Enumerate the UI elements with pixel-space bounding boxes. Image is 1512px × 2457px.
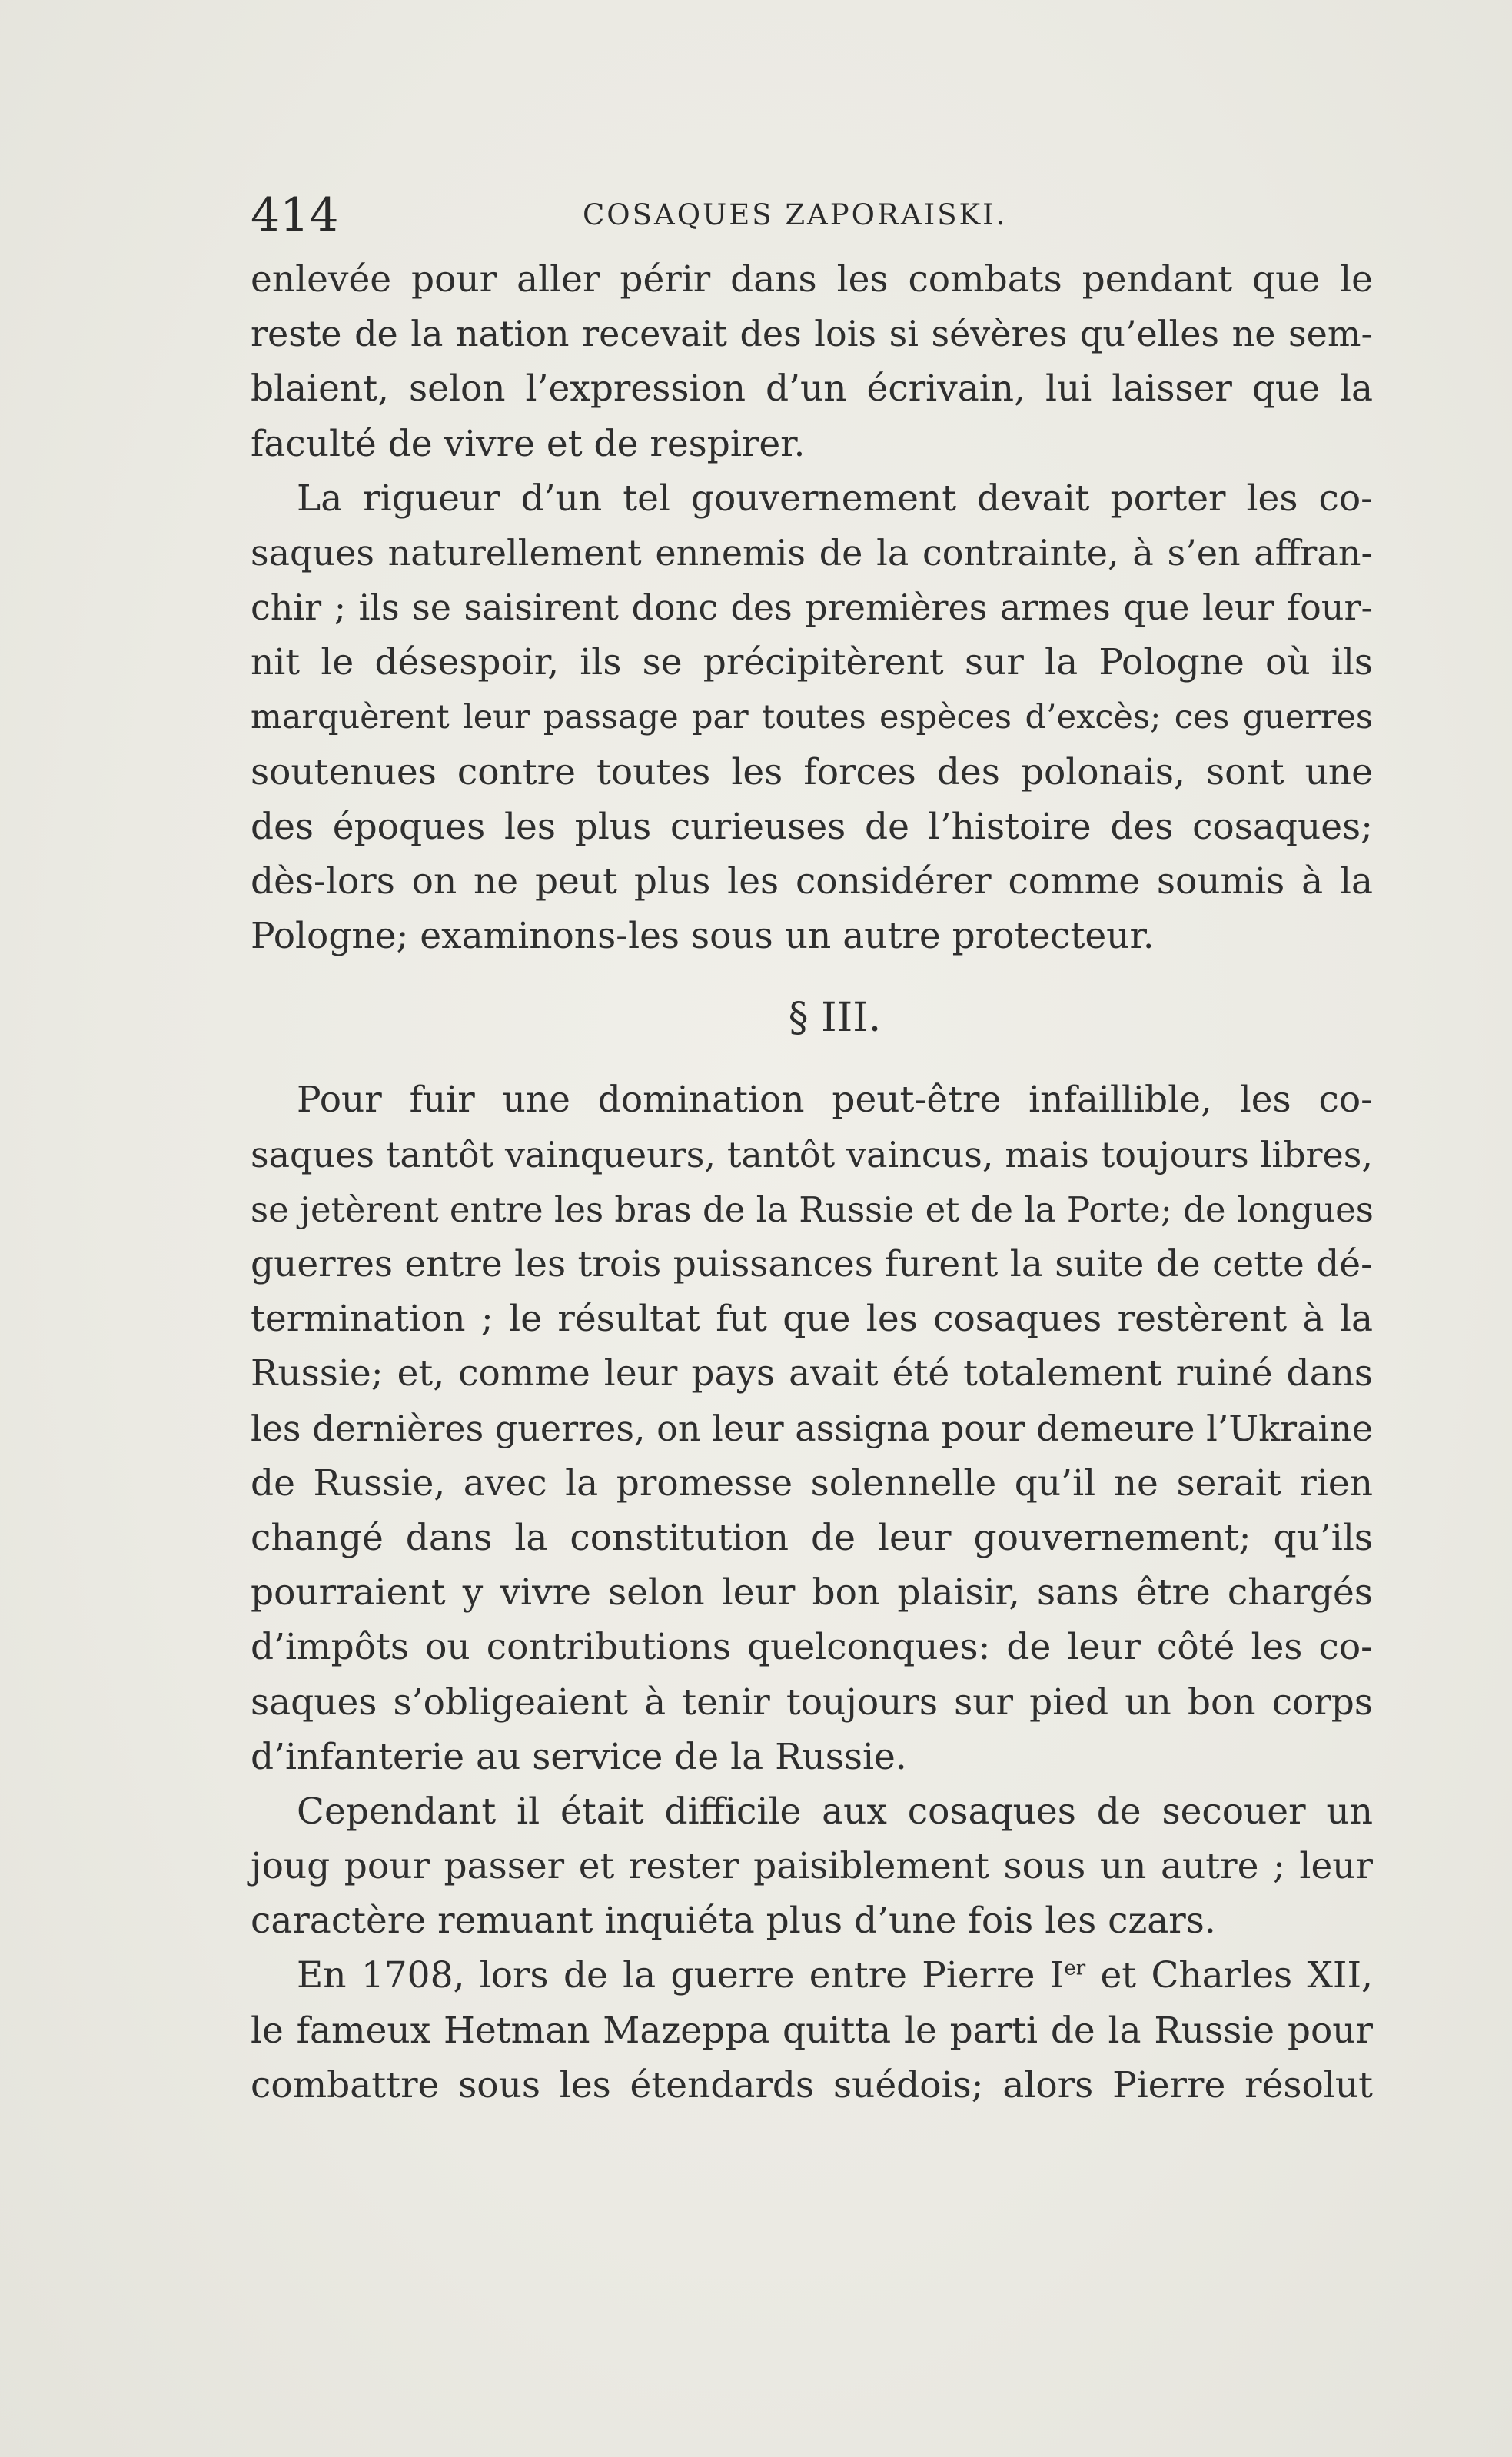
text-line: Russie; et, comme leur pays avait été totalement ruiné dans <box>251 1352 1373 1395</box>
text-line: le fameux Hetman Mazeppa quitta le parti de la Russie pour <box>251 2009 1373 2052</box>
text-line: blaient, selon l’expression d’un écrivain, lui laisser que la <box>251 367 1373 411</box>
text-line: combattre sous les étendards suédois; alors Pierre résolut <box>251 2063 1373 2106</box>
section-heading: § III. <box>788 995 882 1042</box>
page-header <box>251 185 1373 246</box>
text-line: les dernières guerres, on leur assigna pour demeure l’Ukraine <box>251 1407 1374 1449</box>
text-line: d’infanterie au service de la Russie. <box>251 1735 907 1778</box>
text-line: d’impôts ou contributions quelconques: de leur côté les co- <box>251 1626 1373 1669</box>
text-line: enlevée pour aller périr dans les combats pendant que le <box>251 258 1373 301</box>
text-line: dès-lors on ne peut plus les considérer comme soumis à la <box>251 860 1373 903</box>
text-segment: et Charles XII, <box>1085 1954 1373 1997</box>
page-number: 414 <box>251 188 339 242</box>
text-line: nit le désespoir, ils se précipitèrent sur la Pologne où ils <box>251 641 1373 684</box>
text-line: La rigueur d’un tel gouvernement devait porter les co- <box>297 477 1373 520</box>
text-line: termination ; le résultat fut que les cosaques restèrent à la <box>251 1298 1373 1341</box>
text-line: caractère remuant inquiéta plus d’une fois les czars. <box>251 1900 1216 1943</box>
text-line: Cependant il était difficile aux cosaques de secouer un <box>297 1790 1373 1833</box>
text-line: chir ; ils se saisirent donc des premières armes que leur four- <box>251 587 1373 629</box>
text-line: soutenues contre toutes les forces des polonais, sont une <box>251 750 1373 793</box>
text-line: se jetèrent entre les bras de la Russie et de la Porte; de longues <box>251 1189 1374 1230</box>
text-line: pourraient y vivre selon leur bon plaisir, sans être chargés <box>251 1571 1373 1614</box>
text-line: Pologne; examinons-les sous un autre protecteur. <box>251 915 1155 958</box>
text-line: Pour fuir une domination peut-être infaillible, les co- <box>297 1079 1373 1122</box>
text-line: changé dans la constitution de leur gouvernement; qu’ils <box>251 1516 1373 1559</box>
text-line: reste de la nation recevait des lois si sévères qu’elles ne sem- <box>251 313 1373 355</box>
text-line: des époques les plus curieuses de l’histoire des cosaques; <box>251 805 1373 848</box>
text-line: guerres entre les trois puissances furent la suite de cette dé- <box>251 1243 1373 1285</box>
text-line <box>251 1948 1373 2003</box>
body-text <box>251 252 1373 2113</box>
text-line: marquèrent leur passage par toutes espèces d’excès; ces guerres <box>251 697 1373 736</box>
running-title: COSAQUES ZAPORAISKI. <box>583 198 1008 231</box>
superscript: er <box>1064 1957 1086 1980</box>
text-line: faculté de vivre et de respirer. <box>251 422 806 465</box>
text-line: joug pour passer et rester paisiblement sous un autre ; leur <box>251 1845 1373 1888</box>
text-line: saques naturellement ennemis de la contrainte, à s’en affran- <box>251 531 1373 574</box>
text-segment: En 1708, lors de la guerre entre Pierre I <box>297 1954 1065 1997</box>
text-line: saques tantôt vainqueurs, tantôt vaincus, mais toujours libres, <box>251 1133 1373 1175</box>
text-line: saques s’obligeaient à tenir toujours sur pied un bon corps <box>251 1681 1373 1724</box>
text-line: de Russie, avec la promesse solennelle qu’il ne serait rien <box>251 1461 1373 1504</box>
